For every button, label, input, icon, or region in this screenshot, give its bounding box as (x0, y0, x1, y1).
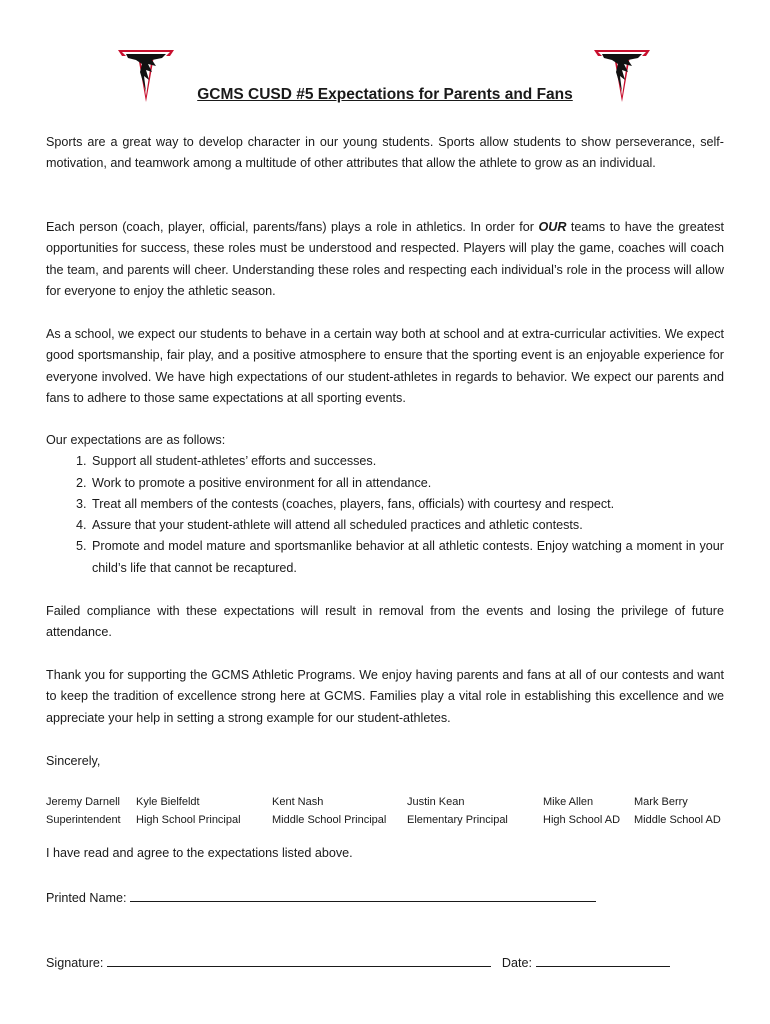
paragraph-text: Sports are a great way to develop character in our young students. Sports allow students to show perseverance, self-motivation, and teamwork among a multitude of other attributes that allow the athlete to grow as an individual. (46, 135, 724, 171)
date-field[interactable] (536, 953, 670, 967)
signatory-name: Kent Nash (272, 796, 324, 808)
printed-name-row (46, 888, 596, 905)
signatory (634, 793, 721, 829)
list-item: 5. Promote and model mature and sportsmanlike behavior at all athletic contests. Enjoy watching a moment in your child’s life that cannot be recaptured. (90, 536, 724, 579)
paragraph-text (46, 217, 724, 302)
school-expectations-paragraph (46, 324, 724, 409)
list-item: 2. Work to promote a positive environment for all in attendance. (90, 473, 724, 494)
intro-paragraph (46, 132, 724, 175)
paragraph-text: Failed compliance with these expectations will result in removal from the events and losing the privilege of future attendance. (46, 604, 724, 640)
expectations-list (46, 451, 724, 579)
date-label: Date: (501, 956, 533, 970)
signatory (543, 793, 620, 829)
thank-you-paragraph (46, 665, 724, 729)
printed-name-field[interactable] (130, 888, 596, 902)
signatory (407, 793, 508, 829)
list-item: 4. Assure that your student-athlete will attend all scheduled practices and athletic contests. (90, 515, 724, 536)
list-item: 1. Support all student-athletes’ efforts and successes. (90, 451, 724, 472)
signatory-name: Kyle Bielfeldt (136, 796, 200, 808)
closing (46, 751, 724, 772)
paragraph-text: Thank you for supporting the GCMS Athletic Programs. We enjoy having parents and fans at all of our contests and want to keep the tradition of excellence strong here at GCMS. Families play a vital role in establishing this excellence and we appreciate your help in setting a strong example for our student-athletes. (46, 668, 724, 725)
emphasis-our: OUR (538, 220, 567, 234)
signatory (46, 793, 121, 829)
signatory-role: Superintendent (46, 814, 121, 826)
agreement-statement: I have read and agree to the expectations listed above. (46, 846, 353, 860)
signatory-role: Middle School AD (634, 814, 721, 826)
paragraph-text-end: teams to have the greatest opportunities for success, these roles must be understood and respected. Players will play the game, coaches will coach the team, and parents will cheer. Understanding these roles and respecting each individual’s role in the process will allow for everyone to enjoy the athletic season. (46, 220, 724, 298)
roles-paragraph (46, 217, 724, 302)
signatory-name: Mike Allen (543, 796, 594, 808)
signatory-role: Middle School Principal (272, 814, 387, 826)
signatories (46, 793, 736, 833)
signature-label: Signature: (46, 956, 104, 970)
paragraph-text: As a school, we expect our students to behave in a certain way both at school and at extra-curricular activities. We expect good sportsmanship, fair play, and a positive atmosphere to ensure that the sporting event is an enjoyable experience for everyone involved. We have high expectations of our student-athletes in regards to behavior. We expect our parents and fans to adhere to those same expectations at all sporting events. (46, 327, 724, 405)
signature-field[interactable] (107, 953, 491, 967)
signatory (272, 793, 386, 829)
expectations-intro: Our expectations are as follows: (46, 433, 226, 447)
signatory-name: Jeremy Darnell (46, 796, 120, 808)
page-title: GCMS CUSD #5 Expectations for Parents and Fans (197, 86, 573, 103)
signature-row (46, 953, 670, 970)
signatory-name: Mark Berry (634, 796, 688, 808)
list-item: 3. Treat all members of the contests (coaches, players, fans, officials) with courtesy and respect. (90, 494, 724, 515)
signatory-role: High School AD (543, 814, 621, 826)
printed-name-label: Printed Name: (46, 891, 127, 905)
signatory-role: High School Principal (136, 814, 241, 826)
closing-text: Sincerely, (46, 754, 101, 768)
compliance-paragraph (46, 601, 724, 644)
signatory-role: Elementary Principal (407, 814, 508, 826)
signatory (136, 793, 241, 829)
paragraph-text-start: Each person (coach, player, official, parents/fans) plays a role in athletics. In order for (46, 220, 539, 234)
signatory-name: Justin Kean (407, 796, 465, 808)
expectations-list-section (46, 430, 724, 579)
